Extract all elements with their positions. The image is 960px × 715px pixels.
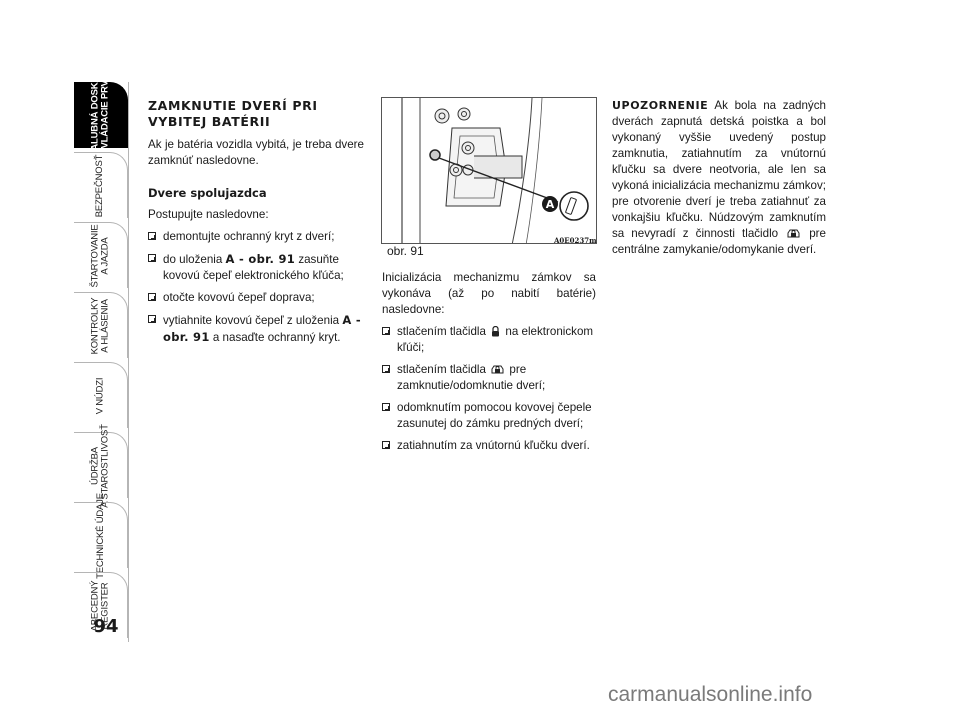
warning-note: UPOZORNENIE Ak bola na zadných dverách zapnutá detská poistka a bol vykonaný vyššie uvedený postup zamknutia, zatiahnutím za vnútornú kľučku sa dvere neotvoria, ale len sa vykoná inicializácia mechanizmu zámkov; pre otvorenie dverí je treba zatiahnuť za vonkajšiu kľučku. Núdzovým zamknutím sa nevyradí z činnosti tlačidlo pre centrálne zamykanie/odomykanie dverí.: [612, 99, 826, 256]
door-lock-illustration: [382, 98, 597, 244]
tab-label: PALUBNÁ DOSKA A OVLÁDACIE PRVKY: [89, 67, 111, 164]
column-middle: [382, 270, 596, 460]
tab-technical-data[interactable]: [74, 492, 128, 579]
tab-emergency[interactable]: [74, 362, 128, 428]
section-heading: ZAMKNUTIE DVERÍ PRI VYBITEJ BATÉRII: [148, 98, 318, 129]
watermark: carmanualsonline.info: [608, 683, 813, 706]
tab-label: ÚDRŽBA A STAROSTLIVOSŤ: [89, 423, 111, 508]
bullet-box-icon: [382, 403, 390, 411]
list-item: demontujte ochranný kryt z dverí;: [148, 229, 364, 245]
init-intro: Inicializácia mechanizmu zámkov sa vykonáva (až po nabití batérie) nasledovne:: [382, 271, 596, 316]
figure-door-lock: [381, 97, 597, 244]
car-lock-icon: [787, 228, 800, 239]
bullet-box-icon: [382, 327, 390, 335]
warning-label: UPOZORNENIE: [612, 99, 709, 112]
intro-text: Ak je batéria vozidla vybitá, je treba dvere zamknúť nasledovne.: [148, 138, 364, 167]
figure-caption: obr. 91: [387, 244, 424, 258]
tab-label: ŠTARTOVANIE A JAZDA: [89, 223, 111, 288]
bullet-box-icon: [382, 365, 390, 373]
list-item: zatiahnutím za vnútornú kľučku dverí.: [382, 438, 596, 454]
callout-label: A: [545, 198, 555, 211]
list-item: odomknutím pomocou kovovej čepele zasunutej do zámku predných dverí;: [382, 400, 596, 432]
list-item: do uloženia A - obr. 91 zasuňte kovovú čepeľ elektronického kľúča;: [148, 251, 364, 284]
tab-safety[interactable]: [74, 152, 128, 218]
list-item: stlačením tlačidla pre zamknutie/odomknutie dverí;: [382, 362, 596, 394]
padlock-icon: [491, 326, 500, 337]
bullet-box-icon: [382, 441, 390, 449]
column-right: [612, 98, 826, 264]
steps-intro: Postupujte nasledovne:: [148, 208, 269, 221]
tab-maintenance[interactable]: [74, 423, 128, 508]
tab-label: V NÚDZI: [94, 377, 106, 414]
page-number: 94: [93, 616, 119, 637]
tab-warnings[interactable]: [74, 292, 128, 358]
tab-label: KONTROLKY A HLÁSENIA: [89, 297, 111, 354]
car-lock-icon: [491, 364, 504, 375]
bullet-box-icon: [148, 293, 156, 301]
bullet-box-icon: [148, 254, 156, 262]
subheading: Dvere spolujazdca: [148, 186, 267, 200]
sidebar-divider: [128, 82, 129, 642]
list-item: otočte kovovú čepeľ doprava;: [148, 290, 364, 306]
init-list: [382, 324, 596, 454]
figure-code: A0E0237m: [554, 236, 597, 245]
steps-list: [148, 229, 364, 346]
bullet-box-icon: [148, 315, 156, 323]
figure-reference: A - obr. 91: [163, 313, 361, 344]
list-item: stlačením tlačidla na elektronickom kľúči;: [382, 324, 596, 356]
figure-reference: A - obr. 91: [225, 252, 296, 266]
tab-label: TECHNICKÉ ÚDAJE: [94, 492, 106, 579]
column-left: [148, 98, 364, 352]
tab-label: ABECEDNÝ REGISTER: [89, 580, 111, 631]
tab-dashboard-controls[interactable]: [74, 67, 128, 164]
tab-label: BEZPEČNOSŤ: [94, 154, 106, 217]
tab-starting-driving[interactable]: [74, 222, 128, 288]
list-item: vytiahnite kovovú čepeľ z uloženia A - obr. 91 a nasaďte ochranný kryt.: [148, 312, 364, 346]
bullet-box-icon: [148, 232, 156, 240]
